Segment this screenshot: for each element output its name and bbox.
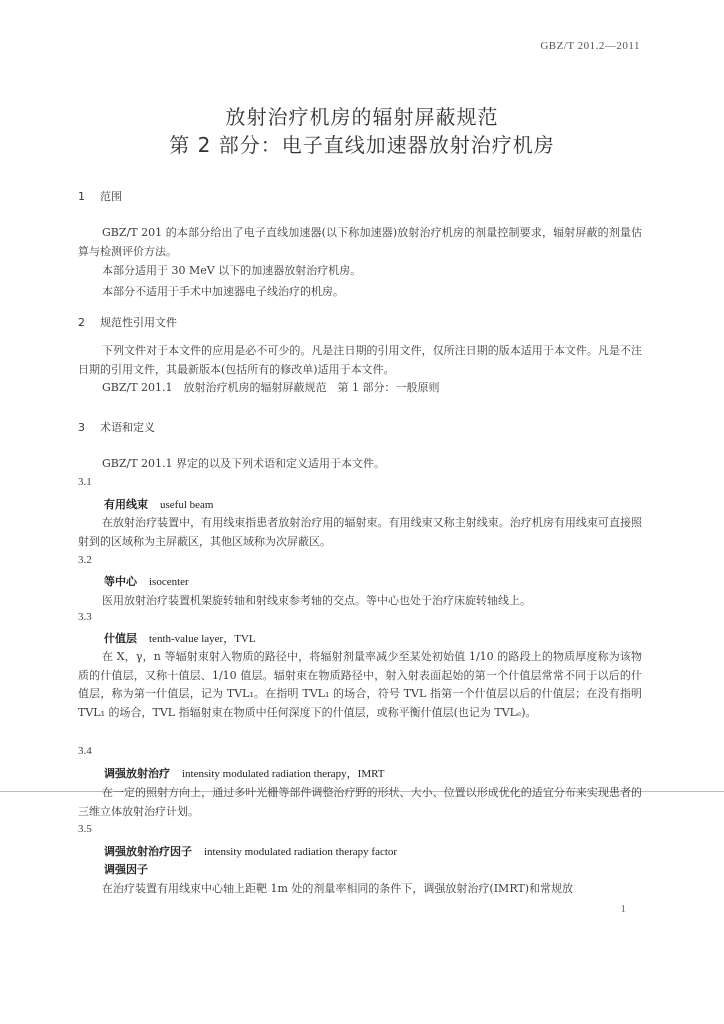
term-heading (104, 573, 189, 589)
term-definition: 在治疗装置有用线束中心轴上距靶 1m 处的剂量率相同的条件下，调强放射治疗(IMRT)和常规放 (102, 882, 574, 895)
section-title: 规范性引用文件 (100, 316, 177, 329)
term-definition: 医用放射治疗装置机架旋转轴和射线束参考轴的交点。等中心也处于治疗床旋转轴线上。 (102, 594, 531, 607)
section-2-heading (78, 314, 177, 330)
paragraph: 下列文件对于本文件的应用是必不可少的。凡是注日期的引用文件，仅所注日期的版本适用于本文件。凡是不注日期的引用文件，其最新版本(包括所有的修改单)适用于本文件。 (78, 344, 642, 376)
section-1-heading (78, 188, 122, 204)
term-synonym: 调强因子 (104, 863, 148, 876)
term-en: useful beam (160, 499, 214, 511)
document-title-line2: 第 2 部分：电子直线加速器放射治疗机房 (169, 133, 555, 157)
term-heading (104, 843, 397, 859)
term-heading (104, 765, 385, 781)
clause-number: 3.5 (78, 823, 92, 835)
section-title: 范围 (100, 190, 122, 203)
section-3-heading (78, 419, 155, 435)
section-number: 3 (78, 421, 85, 434)
paragraph: GBZ/T 201.1 界定的以及下列术语和定义适用于本文件。 (102, 457, 386, 470)
section-title: 术语和定义 (100, 421, 155, 434)
term-zh: 有用线束 (104, 498, 148, 511)
term-zh: 什值层 (104, 632, 137, 645)
section-number: 2 (78, 316, 85, 329)
section-number: 1 (78, 190, 85, 203)
page-number: 1 (620, 903, 626, 915)
paragraph: GBZ/T 201 的本部分给出了电子直线加速器(以下称加速器)放射治疗机房的剂量控制要求，辐射屏蔽的剂量估算与检测评价方法。 (78, 226, 642, 258)
term-definition: 在 X，γ，n 等辐射束射入物质的路径中，将辐射剂量率减少至某处初始值 1/10 的路段上的物质厚度称为该物质的什值层，又称十值层、1/10 值层。辐射束在物质路径中，射入射表面起始的第一个什值层常常不同于以后的什值层，称为第一什值层，记为 TVL₁。在指明 TVL₁ 的场合，符号 TVL 指第一个什值层以后的什值层；在没有指明 TVL₁ 的场合，TVL 指辐射束在物质中任何深度下的什值层，或称平衡什值层(也记为 TVLₑ)。 (78, 650, 642, 719)
term-heading (104, 630, 256, 646)
term-zh: 调强放射治疗 (104, 767, 170, 780)
term-en: intensity modulated radiation therapy，IMRT (182, 768, 385, 780)
normative-reference: GBZ/T 201.1 放射治疗机房的辐射屏蔽规范 第 1 部分：一般原则 (102, 381, 440, 394)
term-heading (104, 496, 213, 512)
term-definition: 在一定的照射方向上，通过多叶光栅等部件调整治疗野的形状、大小、位置以形成优化的适宜分布来实现患者的三维立体放射治疗计划。 (78, 786, 642, 818)
term-zh: 等中心 (104, 575, 137, 588)
clause-number: 3.2 (78, 554, 92, 566)
standard-code: GBZ/T 201.2—2011 (540, 40, 640, 52)
clause-number: 3.4 (78, 745, 92, 757)
paragraph: 本部分不适用于手术中加速器电子线治疗的机房。 (102, 285, 344, 298)
term-en: tenth-value layer，TVL (149, 633, 256, 645)
term-en: isocenter (149, 576, 189, 588)
document-title-line1: 放射治疗机房的辐射屏蔽规范 (225, 105, 499, 129)
clause-number: 3.1 (78, 476, 92, 488)
paragraph: 本部分适用于 30 MeV 以下的加速器放射治疗机房。 (102, 264, 362, 277)
term-zh: 调强放射治疗因子 (104, 845, 192, 858)
clause-number: 3.3 (78, 611, 92, 623)
term-definition: 在放射治疗装置中，有用线束指患者放射治疗用的辐射束。有用线束又称主射线束。治疗机房有用线束可直接照射到的区域称为主屏蔽区，其他区域称为次屏蔽区。 (78, 516, 642, 548)
term-en: intensity modulated radiation therapy factor (204, 846, 398, 858)
